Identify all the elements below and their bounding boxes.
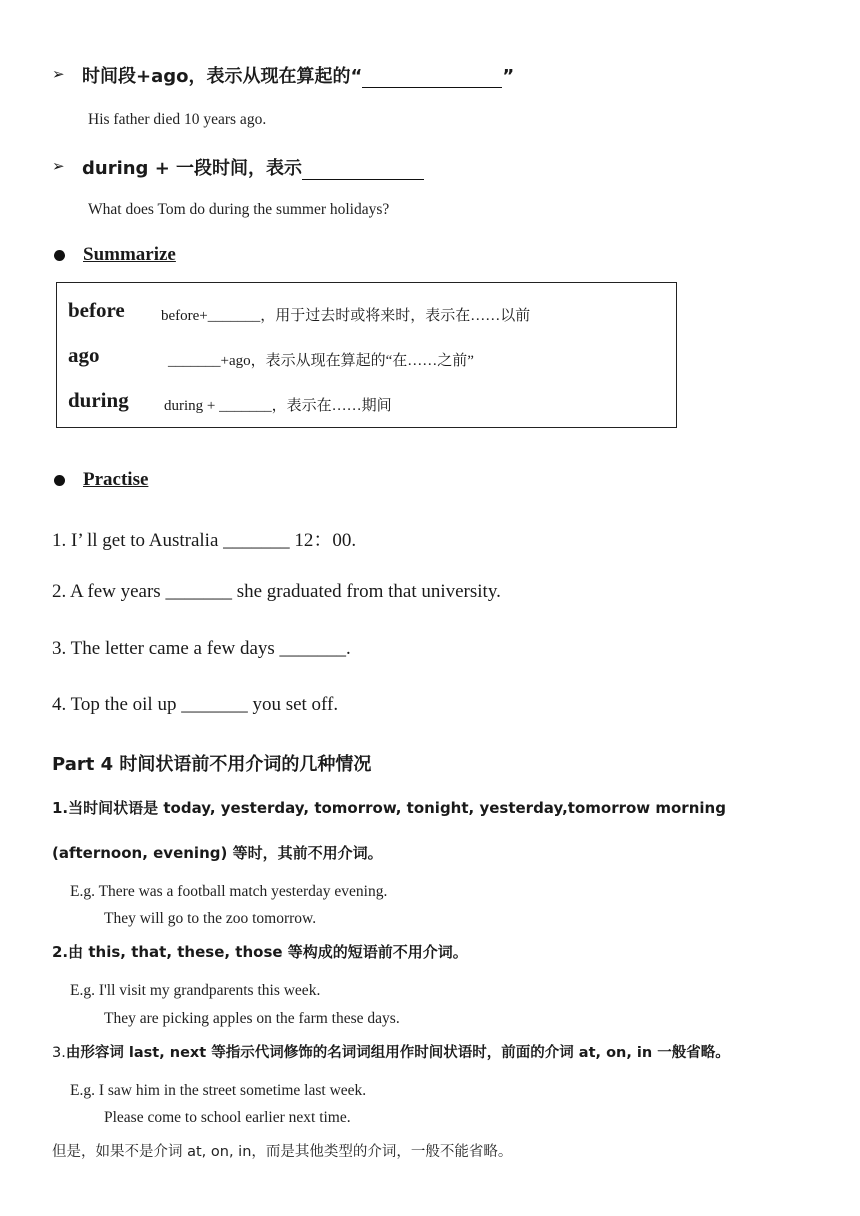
part4-title: Part 4 时间状语前不用介词的几种情况: [52, 754, 372, 775]
def-before: before+_______，用于过去时或将来时，表示在……以前: [161, 308, 531, 324]
rule3-example1: E.g. I saw him in the street sometime last week.: [70, 1082, 367, 1099]
ago-example: His father died 10 years ago.: [88, 111, 267, 128]
question-4: 4. Top the oil up _______ you set off.: [52, 694, 339, 715]
during-example: What does Tom do during the summer holidays?: [88, 201, 390, 218]
rule2-example1: E.g. I'll visit my grandparents this week.: [70, 982, 321, 999]
rule1-line1: 1.当时间状语是 today, yesterday, tomorrow, tonight, yesterday,tomorrow morning: [52, 799, 726, 817]
question-1: 1. I’ ll get to Australia _______ 12：00.: [52, 530, 357, 551]
rule1-line2: (afternoon, evening) 等时，其前不用介词。: [52, 844, 383, 862]
arrow-bullet-icon: ➢: [52, 65, 65, 83]
def-during: during + _______，表示在……期间: [164, 398, 392, 414]
during-rule: [82, 154, 424, 180]
question-3: 3. The letter came a few days _______.: [52, 638, 351, 659]
term-before: before: [68, 298, 125, 322]
rule3-text: 由形容词 last, next 等指示代词修饰的名词词组用作时间状语时，前面的介词 at, on, in 一般省略。: [65, 1045, 730, 1061]
practise-heading: Practise: [83, 469, 149, 490]
ago-rule-close: ”: [502, 66, 515, 87]
summary-box: [56, 282, 677, 428]
summarize-heading: Summarize: [83, 244, 176, 265]
answer-blank: [302, 158, 424, 180]
note-text: 但是，如果不是介词 at, on, in，而是其他类型的介词，一般不能省略。: [52, 1144, 513, 1160]
rule3: [52, 1041, 730, 1062]
rule3-number: 3.: [52, 1045, 66, 1061]
arrow-bullet-icon: ➢: [52, 157, 65, 175]
rule2-example2: They are picking apples on the farm these days.: [104, 1010, 400, 1027]
bullet-dot-icon: [54, 250, 65, 261]
rule2: 2.由 this, that, these, those 等构成的短语前不用介词。: [52, 943, 468, 961]
term-ago: ago: [68, 343, 100, 367]
def-ago: _______+ago，表示从现在算起的“在……之前”: [168, 353, 474, 369]
rule1-example2: They will go to the zoo tomorrow.: [104, 910, 317, 927]
rule1-example1: E.g. There was a football match yesterday evening.: [70, 883, 388, 900]
term-during: during: [68, 388, 129, 412]
ago-rule: [82, 62, 514, 88]
rule3-example2: Please come to school earlier next time.: [104, 1109, 351, 1126]
bullet-dot-icon: [54, 475, 65, 486]
question-2: 2. A few years _______ she graduated from that university.: [52, 581, 501, 602]
ago-rule-text: 时间段+ago，表示从现在算起的“: [82, 66, 363, 87]
answer-blank: [362, 66, 502, 88]
during-rule-text: during + 一段时间，表示: [82, 158, 303, 179]
